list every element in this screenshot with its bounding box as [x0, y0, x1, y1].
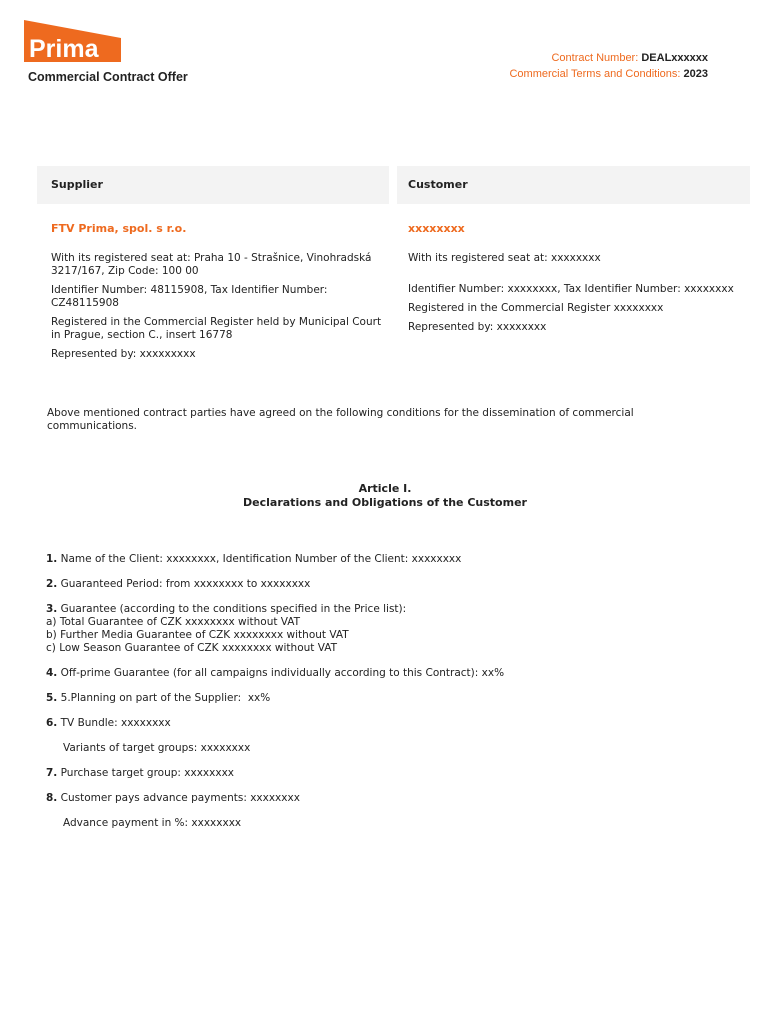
customer-name: xxxxxxxx [408, 222, 465, 235]
prima-logo [24, 20, 121, 62]
contract-number-value: DEALxxxxxx [641, 52, 708, 64]
document-title: Commercial Contract Offer [28, 70, 188, 84]
sublist-line: a) Total Guarantee of CZK xxxxxxxx without VAT [46, 616, 301, 628]
item-text: Customer pays advance payments: xxxxxxxx [60, 792, 300, 804]
supplier-register: Registered in the Commercial Register held by Municipal Court in Prague, section C., insert 16778 [51, 316, 382, 341]
list-item [46, 717, 726, 755]
item-number: 3. [46, 603, 58, 615]
terms-label: Commercial Terms and Conditions: [509, 68, 681, 80]
item-extra: Variants of target groups: xxxxxxxx [63, 742, 251, 754]
customer-details [408, 222, 743, 340]
sublist-line: b) Further Media Guarantee of CZK xxxxxxxx without VAT [46, 629, 349, 641]
terms-row [509, 66, 708, 82]
contract-number-label: Contract Number: [551, 52, 639, 64]
supplier-ids: Identifier Number: 48115908, Tax Identifier Number: CZ48115908 [51, 284, 328, 309]
terms-value: 2023 [683, 68, 708, 80]
customer-ids: Identifier Number: xxxxxxxx, Tax Identifier Number: xxxxxxxx [408, 283, 734, 295]
article-heading [0, 482, 770, 510]
item-text: Name of the Client: xxxxxxxx, Identification Number of the Client: xxxxxxxx [60, 553, 462, 565]
sublist-line: c) Low Season Guarantee of CZK xxxxxxxx without VAT [46, 642, 338, 654]
item-number: 6. [46, 717, 58, 729]
list-item [46, 767, 726, 780]
article-title: Declarations and Obligations of the Customer [243, 496, 527, 509]
list-item [46, 603, 726, 655]
item-text: Purchase target group: xxxxxxxx [60, 767, 235, 779]
item-number: 2. [46, 578, 58, 590]
item-text: 5.Planning on part of the Supplier: xx% [60, 692, 271, 704]
list-item [46, 667, 726, 680]
supplier-represented: Represented by: xxxxxxxxx [51, 348, 196, 360]
list-item [46, 692, 726, 705]
item-text: Off-prime Guarantee (for all campaigns individually according to this Contract): xx% [60, 667, 505, 679]
item-extra: Advance payment in %: xxxxxxxx [63, 817, 242, 829]
obligations-list [46, 553, 726, 842]
intro-paragraph: Above mentioned contract parties have agreed on the following conditions for the dissemination of commercial communications. [47, 407, 634, 432]
list-item [46, 792, 726, 830]
customer-represented: Represented by: xxxxxxxx [408, 321, 547, 333]
guarantee-sublist [46, 616, 726, 655]
article-number: Article I. [358, 482, 412, 495]
customer-register: Registered in the Commercial Register xxxxxxxx [408, 302, 664, 314]
customer-seat: With its registered seat at: xxxxxxxx [408, 252, 601, 264]
list-item [46, 578, 726, 591]
item-number: 5. [46, 692, 58, 704]
supplier-heading: Supplier [37, 166, 389, 204]
item-text: Guarantee (according to the conditions specified in the Price list): [60, 603, 407, 615]
contract-meta [509, 50, 708, 82]
contract-number-row [509, 50, 708, 66]
customer-heading: Customer [397, 166, 750, 204]
item-number: 8. [46, 792, 58, 804]
item-text: TV Bundle: xxxxxxxx [60, 717, 171, 729]
supplier-details [51, 222, 386, 367]
item-text: Guaranteed Period: from xxxxxxxx to xxxxxxxx [60, 578, 311, 590]
list-item [46, 553, 726, 566]
item-number: 4. [46, 667, 58, 679]
logo-text: Prima [29, 35, 99, 62]
item-number: 1. [46, 553, 58, 565]
supplier-seat: With its registered seat at: Praha 10 - Strašnice, Vinohradská 3217/167, Zip Code: 100 00 [51, 252, 372, 277]
supplier-name: FTV Prima, spol. s r.o. [51, 222, 187, 235]
item-number: 7. [46, 767, 58, 779]
